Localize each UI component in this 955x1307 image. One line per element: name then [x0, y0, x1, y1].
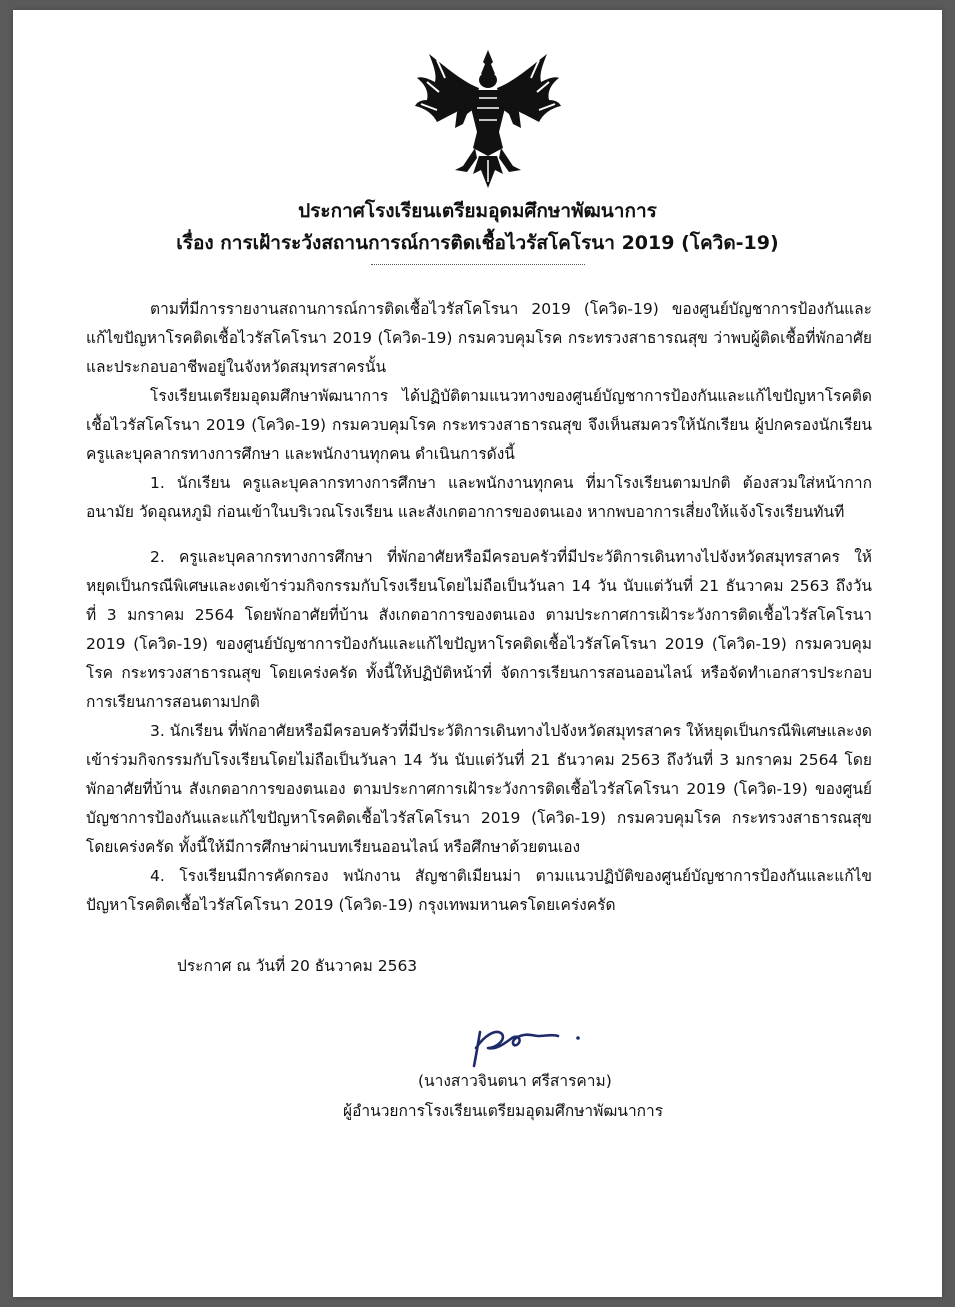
- policy-paragraph: โรงเรียนเตรียมอุดมศึกษาพัฒนาการ ได้ปฏิบัติตามแนวทางของศูนย์บัญชาการป้องกันและแก้ไขปัญหาโรคติดเชื้อไวรัสโคโรนา 2019 (โควิด-19) กรมควบคุมโรค กระทรวงสาธารณสุข จึงเห็นสมควรให้นักเรียน ผู้ปกครองนักเรียน ครูและบุคลากรทางการศึกษา และพนักงานทุกคน ดำเนินการดังนี้: [86, 387, 872, 463]
- list-item: 2. ครูและบุคลากรทางการศึกษา ที่พักอาศัยหรือมีครอบครัวที่มีประวัติการเดินทางไปจังหวัดสมุทรสาคร ให้หยุดเป็นกรณีพิเศษและงดเข้าร่วมกิจกรรมกับโรงเรียนโดยไม่ถือเป็นวันลา 14 วัน นับแต่วันที่ 21 ธันวาคม 2563 ถึงวันที่ 3 มกราคม 2564 โดยพักอาศัยที่บ้าน สังเกตอาการของตนเอง ตามประกาศการเฝ้าระวังการติดเชื้อไวรัสโคโรนา 2019 (โควิด-19) ของศูนย์บัญชาการป้องกันและแก้ไขปัญหาโรคติดเชื้อไวรัสโคโรนา 2019 (โควิด-19) กรมควบคุมโรค กระทรวงสาธารณสุข โดยเคร่งครัด ทั้งนี้ให้ปฏิบัติหน้าที่ จัดการเรียนการสอนออนไลน์ หรือจัดทำเอกสารประกอบการเรียนการสอนตามปกติ: [86, 548, 872, 711]
- signer-name: (นางสาวจินตนา ศรีสารคาม): [418, 1072, 612, 1090]
- signature-mark: [466, 1014, 596, 1074]
- announce-date: ประกาศ ณ วันที่ 20 ธันวาคม 2563: [177, 957, 418, 975]
- signer-position: ผู้อำนวยการโรงเรียนเตรียมอุดมศึกษาพัฒนาการ: [343, 1102, 664, 1120]
- list-item: 4. โรงเรียนมีการคัดกรอง พนักงาน สัญชาติเมียนม่า ตามแนวปฏิบัติของศูนย์บัญชาการป้องกันและแก้ไขปัญหาโรคติดเชื้อไวรัสโคโรนา 2019 (โควิด-19) กรุงเทพมหานครโดยเคร่งครัด: [86, 867, 872, 914]
- list-item: 1. นักเรียน ครูและบุคลากรทางการศึกษา และพนักงานทุกคน ที่มาโรงเรียนตามปกติ ต้องสวมใส่หน้ากากอนามัย วัดอุณหภูมิ ก่อนเข้าในบริเวณโรงเรียน และสังเกตอาการของตนเอง หากพบอาการเสี่ยงให้แจ้งโรงเรียนทันที: [86, 474, 872, 521]
- intro-paragraph: ตามที่มีการรายงานสถานการณ์การติดเชื้อไวรัสโคโรนา 2019 (โควิด-19) ของศูนย์บัญชาการป้องกันและแก้ไขปัญหาโรคติดเชื้อไวรัสโคโรนา 2019 (โควิด-19) กรมควบคุมโรค กระทรวงสาธารณสุข ว่าพบผู้ติดเชื้อที่พักอาศัย และประกอบอาชีพอยู่ในจังหวัดสมุทรสาครนั้น: [86, 300, 872, 376]
- list-item: 3. นักเรียน ที่พักอาศัยหรือมีครอบครัวที่มีประวัติการเดินทางไปจังหวัดสมุทรสาคร ให้หยุดเป็นกรณีพิเศษและงดเข้าร่วมกิจกรรมกับโรงเรียนโดยไม่ถือเป็นวันลา 14 วัน นับแต่วันที่ 21 ธันวาคม 2563 ถึงวันที่ 3 มกราคม 2564 โดยพักอาศัยที่บ้าน สังเกตอาการของตนเอง ตามประกาศการเฝ้าระวังการติดเชื้อไวรัสโคโรนา 2019 (โควิด-19) ของศูนย์บัญชาการป้องกันและแก้ไขปัญหาโรคติดเชื้อไวรัสโคโรนา 2019 (โควิด-19) กรมควบคุมโรค กระทรวงสาธารณสุข โดยเคร่งครัด ทั้งนี้ให้มีการศึกษาผ่านบทเรียนออนไลน์ หรือศึกษาด้วยตนเอง: [86, 722, 872, 856]
- document-page: [13, 10, 942, 1297]
- announcement-subject: เรื่อง การเฝ้าระวังสถานการณ์การติดเชื้อไวรัสโคโรนา 2019 (โควิด-19): [176, 232, 779, 254]
- announcement-title: ประกาศโรงเรียนเตรียมอุดมศึกษาพัฒนาการ: [298, 200, 657, 222]
- announcement-body: [86, 295, 872, 920]
- garuda-emblem-icon: [415, 48, 561, 194]
- title-divider: [371, 264, 585, 265]
